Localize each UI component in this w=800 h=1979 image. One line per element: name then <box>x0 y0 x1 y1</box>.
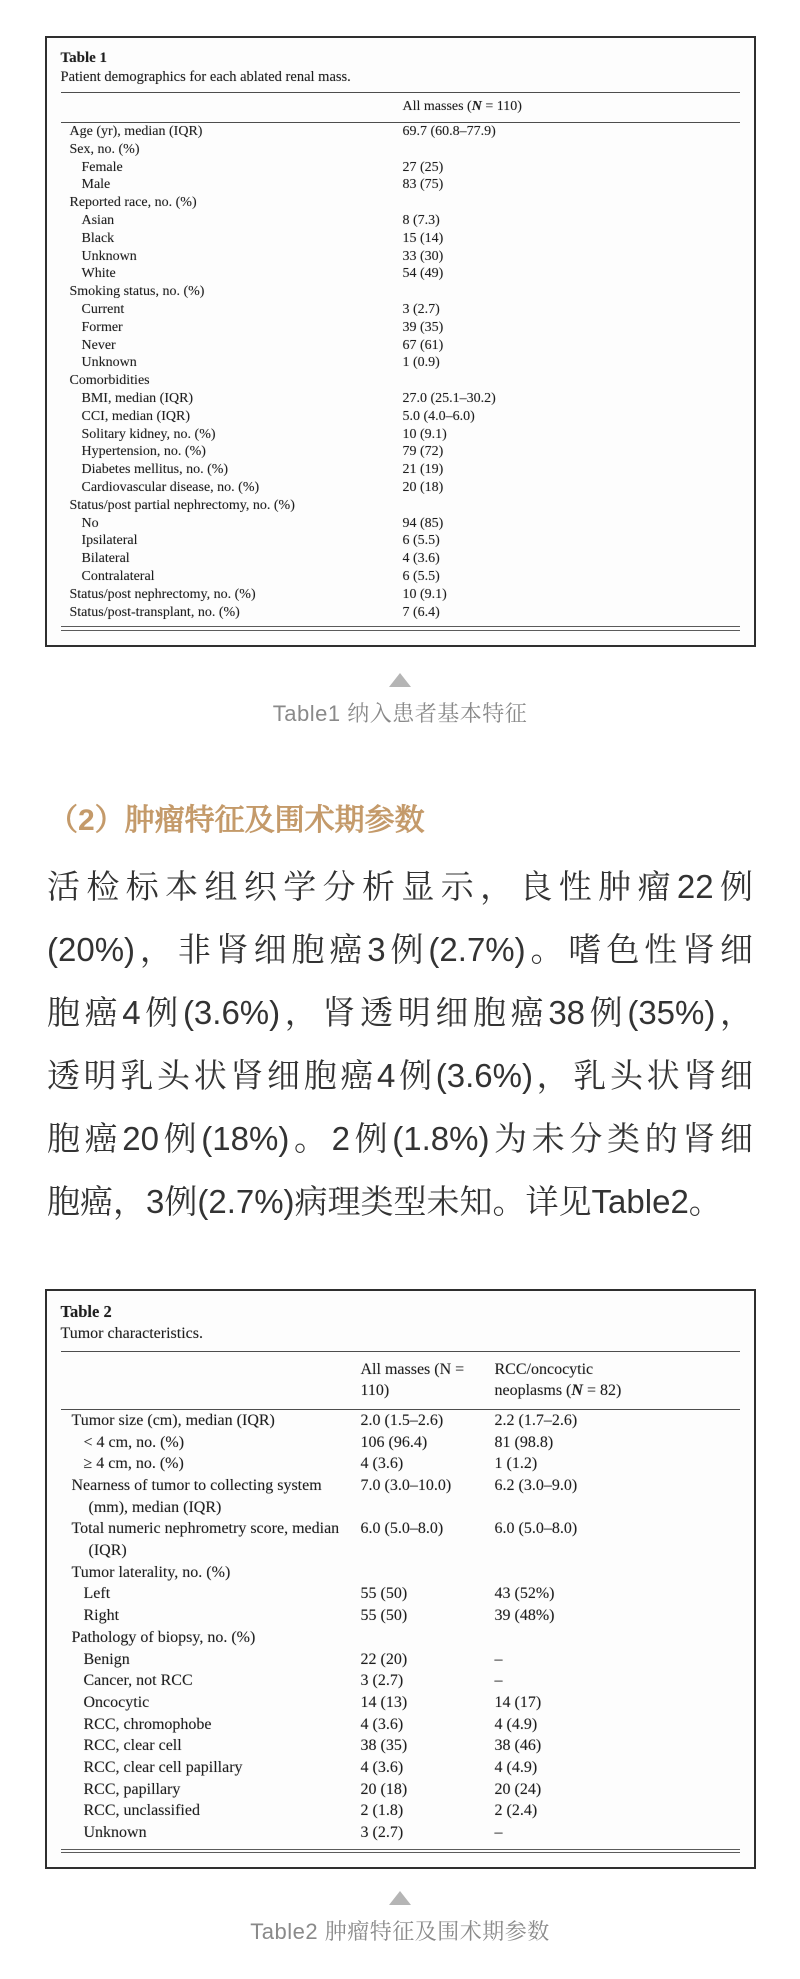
row-value: 27 (25) <box>402 159 444 175</box>
row-label: Status/post-transplant, no. (%) <box>69 604 240 620</box>
table-bottom-rule <box>61 626 740 631</box>
table-row <box>61 1409 740 1431</box>
filler-cell <box>665 1779 740 1801</box>
table-row <box>61 301 740 319</box>
row-value <box>403 283 740 301</box>
table1-caption: Table1 纳入患者基本特征 <box>272 700 528 726</box>
row-label: Comorbidities <box>69 373 150 389</box>
row-value: 81 (98.8) <box>494 1433 554 1451</box>
filler-cell <box>665 1800 740 1822</box>
filler-cell <box>665 1735 740 1757</box>
row-value: 20 (18) <box>360 1780 408 1798</box>
row-label: Age (yr), median (IQR) <box>69 124 203 139</box>
table-row <box>61 550 740 568</box>
table-row <box>61 1627 740 1649</box>
table-row <box>61 194 740 212</box>
row-label: Right <box>83 1607 120 1625</box>
row-label: CCI, median (IQR) <box>81 408 190 424</box>
row-value <box>403 497 740 515</box>
row-value: 8 (7.3) <box>402 212 440 228</box>
row-value: 4 (3.6) <box>402 551 440 567</box>
row-value: 2.0 (1.5–2.6) <box>360 1411 444 1429</box>
table-row <box>61 1735 740 1757</box>
col-header-n: N <box>571 1381 583 1399</box>
row-value: 6.0 (5.0–8.0) <box>494 1520 578 1538</box>
row-value: 39 (48%) <box>494 1607 555 1625</box>
filler-cell <box>665 1670 740 1692</box>
section-heading: （2）肿瘤特征及围术期参数 <box>48 803 425 837</box>
row-value: – <box>494 1824 503 1842</box>
col-header-n: N <box>471 99 482 114</box>
row-value <box>403 372 740 390</box>
row-value: 21 (19) <box>402 462 444 478</box>
row-value: 55 (50) <box>360 1585 408 1603</box>
table2-subtitle: Tumor characteristics. <box>60 1324 203 1342</box>
row-label: ≥ 4 cm, no. (%) <box>83 1455 184 1473</box>
table-row <box>61 372 740 390</box>
table1-title: Table 1 <box>60 50 108 66</box>
row-value: 54 (49) <box>402 266 444 282</box>
triangle-up-icon <box>389 673 411 687</box>
filler-cell <box>665 1605 740 1627</box>
body-paragraph <box>47 855 753 1233</box>
row-label: Solitary kidney, no. (%) <box>81 426 216 442</box>
row-label: Asian <box>81 212 115 228</box>
table-row <box>61 515 740 533</box>
table-row <box>61 390 740 408</box>
row-value: 106 (96.4) <box>360 1433 428 1451</box>
row-value: 1 (0.9) <box>402 355 440 371</box>
row-value: 4 (3.6) <box>360 1715 404 1733</box>
row-label: Male <box>81 177 111 193</box>
filler-cell <box>665 1475 740 1518</box>
row-label: Current <box>81 301 125 317</box>
table-row <box>61 1757 740 1779</box>
table-bottom-rule <box>61 1849 740 1854</box>
table-row <box>61 159 740 177</box>
row-value: 55 (50) <box>360 1607 408 1625</box>
row-label: RCC, unclassified <box>83 1802 200 1820</box>
paragraph-line: 活检标本组织学分析显示，良性肿瘤22例 <box>47 867 753 905</box>
filler-cell <box>665 1583 740 1605</box>
table-row <box>61 1692 740 1714</box>
row-value: 38 (35) <box>360 1737 408 1755</box>
table-row <box>61 319 740 337</box>
row-label: Female <box>81 159 123 175</box>
row-value <box>495 1562 665 1584</box>
row-label: Cancer, not RCC <box>83 1672 193 1690</box>
col-header-text: All masses ( <box>402 99 472 114</box>
row-value <box>361 1627 495 1649</box>
filler-cell <box>665 1432 740 1454</box>
table-row <box>61 1779 740 1801</box>
table-row <box>61 1562 740 1584</box>
table-row <box>61 604 740 622</box>
table-row <box>61 1518 740 1561</box>
row-value <box>361 1562 495 1584</box>
row-value: 33 (30) <box>402 248 444 264</box>
row-label: Status/post nephrectomy, no. (%) <box>69 586 256 602</box>
row-label: Tumor laterality, no. (%) <box>71 1563 231 1581</box>
row-value: 6 (5.5) <box>402 568 440 584</box>
row-value: 4 (4.9) <box>494 1759 538 1777</box>
row-value: 69.7 (60.8–77.9) <box>402 124 496 139</box>
row-label: Left <box>83 1585 111 1603</box>
row-value: 79 (72) <box>402 444 444 460</box>
row-label: Smoking status, no. (%) <box>69 284 205 300</box>
filler-cell <box>665 1714 740 1736</box>
row-value: 94 (85) <box>402 515 444 531</box>
row-label: BMI, median (IQR) <box>81 390 194 406</box>
row-label: Unknown <box>83 1824 147 1842</box>
table-row <box>61 123 740 141</box>
table-row <box>61 248 740 266</box>
table2-caption: Table2 肿瘤特征及围术期参数 <box>250 1919 550 1945</box>
row-label: Total numeric nephrometry score, median (IQR) <box>71 1520 340 1560</box>
table-row <box>61 443 740 461</box>
table-row <box>61 337 740 355</box>
row-label: White <box>81 266 116 282</box>
row-value: 83 (75) <box>402 177 444 193</box>
table-row <box>61 1670 740 1692</box>
table-row <box>61 1714 740 1736</box>
row-label: Nearness of tumor to collecting system (mm), median (IQR) <box>71 1476 322 1516</box>
table-row <box>61 141 740 159</box>
header-empty-cell <box>61 93 403 123</box>
row-value: 3 (2.7) <box>360 1824 404 1842</box>
table-row <box>61 1822 740 1844</box>
row-value: 2 (1.8) <box>360 1802 404 1820</box>
row-value: – <box>494 1672 503 1690</box>
header-empty-cell <box>61 1351 361 1409</box>
row-value: 22 (20) <box>360 1650 408 1668</box>
table-row <box>61 568 740 586</box>
table-row <box>61 1475 740 1518</box>
table-row <box>61 1800 740 1822</box>
row-label: Diabetes mellitus, no. (%) <box>81 462 229 478</box>
table-row <box>61 230 740 248</box>
row-label: RCC, clear cell papillary <box>83 1759 243 1777</box>
row-value: 43 (52%) <box>494 1585 555 1603</box>
row-value: 14 (13) <box>360 1693 408 1711</box>
table-row <box>61 479 740 497</box>
paragraph-line: 胞癌20例(18%)。2例(1.8%)为未分类的肾细 <box>47 1119 753 1157</box>
filler-cell <box>665 1453 740 1475</box>
row-value: 5.0 (4.0–6.0) <box>402 408 475 424</box>
table2-header-row <box>61 1351 740 1409</box>
table-row <box>61 426 740 444</box>
header-filler-cell <box>665 1351 740 1409</box>
row-value: 4 (3.6) <box>360 1759 404 1777</box>
row-label: Black <box>81 230 115 246</box>
table-row <box>61 1649 740 1671</box>
table2-body <box>61 1409 740 1844</box>
row-label: Reported race, no. (%) <box>69 195 197 211</box>
table-row <box>61 283 740 301</box>
table-row <box>61 586 740 604</box>
row-label: RCC, clear cell <box>83 1737 182 1755</box>
filler-cell <box>665 1409 740 1431</box>
table-row <box>61 354 740 372</box>
table2-title: Table 2 <box>60 1301 112 1321</box>
row-label: Bilateral <box>81 551 130 567</box>
row-value: 7.0 (3.0–10.0) <box>360 1476 452 1494</box>
row-value: 4 (4.9) <box>494 1715 538 1733</box>
table1-header-row <box>61 93 740 123</box>
row-value: 10 (9.1) <box>402 586 447 602</box>
row-value <box>495 1627 665 1649</box>
row-label: Tumor size (cm), median (IQR) <box>71 1411 275 1429</box>
row-label: No <box>81 515 99 531</box>
row-value: 6 (5.5) <box>402 533 440 549</box>
filler-cell <box>665 1692 740 1714</box>
row-label: Ipsilateral <box>81 533 138 549</box>
table-row <box>61 265 740 283</box>
row-value <box>403 141 740 159</box>
paragraph-line: 胞癌，3例(2.7%)病理类型未知。详见Table2。 <box>47 1182 722 1220</box>
table-row <box>61 1432 740 1454</box>
row-label: Hypertension, no. (%) <box>81 444 206 460</box>
row-value: 14 (17) <box>494 1693 542 1711</box>
row-label: Status/post partial nephrectomy, no. (%) <box>69 497 295 513</box>
table-row <box>61 176 740 194</box>
row-value: 67 (61) <box>402 337 444 353</box>
row-label: Pathology of biopsy, no. (%) <box>71 1628 256 1646</box>
table1-col-header <box>403 93 740 123</box>
col-header-text: RCC/oncocytic neoplasms ( <box>494 1360 594 1399</box>
row-label: < 4 cm, no. (%) <box>83 1433 185 1451</box>
table-row <box>61 532 740 550</box>
paragraph-line: (20%)，非肾细胞癌3例(2.7%)。嗜色性肾细 <box>47 930 753 968</box>
filler-cell <box>665 1649 740 1671</box>
row-label: Oncocytic <box>83 1693 150 1711</box>
row-value: 7 (6.4) <box>402 604 440 620</box>
table-row <box>61 1605 740 1627</box>
filler-cell <box>665 1757 740 1779</box>
row-label: Cardiovascular disease, no. (%) <box>81 479 260 495</box>
table-row <box>61 1583 740 1605</box>
table-row <box>61 212 740 230</box>
row-label: Sex, no. (%) <box>69 141 140 157</box>
table2-col2-header <box>495 1351 665 1409</box>
row-value: 27.0 (25.1–30.2) <box>402 390 496 406</box>
row-value: 2 (2.4) <box>494 1802 538 1820</box>
row-label: Never <box>81 337 116 353</box>
row-label: RCC, chromophobe <box>83 1715 212 1733</box>
row-value: 2.2 (1.7–2.6) <box>494 1411 578 1429</box>
table1 <box>61 92 740 621</box>
row-value: 39 (35) <box>402 319 444 335</box>
row-label: Unknown <box>81 355 137 371</box>
table2-col1-header: All masses (N = 110) <box>361 1351 495 1409</box>
row-value: 15 (14) <box>402 230 444 246</box>
table1-body <box>61 123 740 622</box>
row-value: 3 (2.7) <box>402 301 440 317</box>
row-label: Former <box>81 319 123 335</box>
table2-figure <box>45 1289 756 1870</box>
row-value: 10 (9.1) <box>402 426 447 442</box>
table1-subtitle: Patient demographics for each ablated renal mass. <box>60 69 351 85</box>
filler-cell <box>665 1822 740 1844</box>
paragraph-line: 透明乳头状肾细胞癌4例(3.6%)，乳头状肾细 <box>47 1056 753 1094</box>
col-header-text: = 82) <box>582 1381 622 1399</box>
filler-cell <box>665 1562 740 1584</box>
row-value: 1 (1.2) <box>494 1455 538 1473</box>
row-value: 4 (3.6) <box>360 1455 404 1473</box>
triangle-up-icon <box>389 1891 411 1905</box>
row-value: 20 (24) <box>494 1780 542 1798</box>
row-value: 20 (18) <box>402 479 444 495</box>
row-value: 6.2 (3.0–9.0) <box>494 1476 578 1494</box>
table2 <box>61 1351 740 1844</box>
table-row <box>61 497 740 515</box>
row-value: 38 (46) <box>494 1737 542 1755</box>
table-row <box>61 461 740 479</box>
row-value: 3 (2.7) <box>360 1672 404 1690</box>
filler-cell <box>665 1518 740 1561</box>
row-value <box>403 194 740 212</box>
table-row <box>61 1453 740 1475</box>
paragraph-line: 胞癌4例(3.6%)，肾透明细胞癌38例(35%)， <box>47 993 753 1031</box>
table-row <box>61 408 740 426</box>
row-label: Benign <box>83 1650 130 1668</box>
row-label: Contralateral <box>81 568 155 584</box>
table1-figure <box>45 36 756 647</box>
row-label: Unknown <box>81 248 137 264</box>
filler-cell <box>665 1627 740 1649</box>
row-value: – <box>494 1650 503 1668</box>
row-value: 6.0 (5.0–8.0) <box>360 1520 444 1538</box>
col-header-text: = 110) <box>481 99 522 114</box>
row-label: RCC, papillary <box>83 1780 181 1798</box>
